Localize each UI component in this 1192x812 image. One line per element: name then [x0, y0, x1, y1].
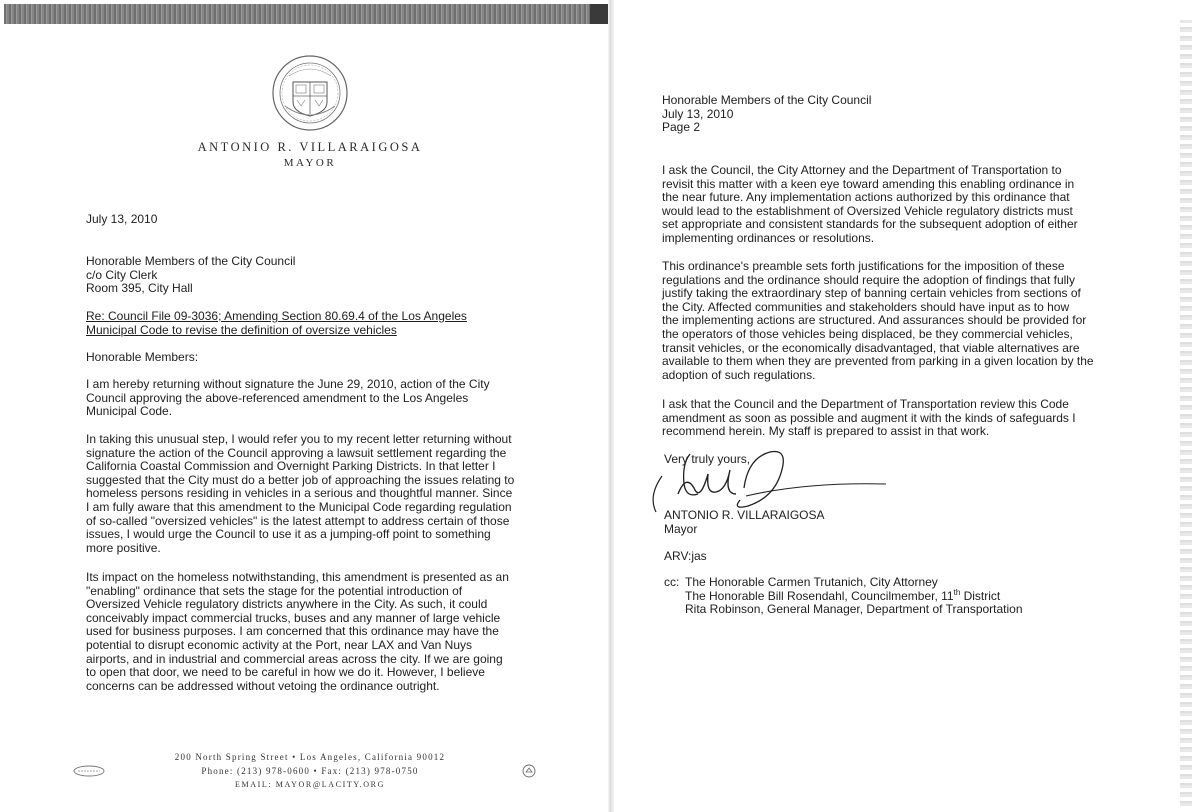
paragraph-line: Its impact on the homeless notwithstanding, this amendment is presented as an	[86, 570, 509, 584]
paragraph-line: adoption of such regulations.	[662, 367, 816, 382]
paragraph-line: I am fully aware that this amendment to the Municipal Code regarding regulation	[86, 499, 512, 514]
initials: ARV:jas	[664, 549, 707, 563]
paragraph-line: California Coastal Commission and Overnight Parking Districts. In that letter I	[86, 459, 496, 474]
paragraph-line: set appropriate and consistent standards for the subsequent adoption of either	[662, 217, 1078, 232]
paragraph-line: used for business purposes. I am concerned that this ordinance may have the	[86, 624, 499, 639]
paragraph-line: of so-called "oversized vehicles" is the latest attempt to address certain of those	[86, 513, 510, 528]
cc-entry-superscript: th	[953, 587, 961, 597]
cc-list	[685, 576, 1023, 617]
paragraph-line: would lead to the establishment of Oversized Vehicle regulatory districts must	[662, 203, 1073, 218]
paragraph-line: Council approving the above-referenced amendment to the Los Angeles	[86, 390, 469, 405]
paragraph-line: potential to disrupt economic activity at the Port, near LAX and Van Nuys	[86, 637, 472, 652]
subject-line-text: Re: Council File 09-3036; Amending Section 80.69.4 of the Los Angeles	[86, 309, 467, 323]
paragraph-line: Oversized Vehicle regulatory districts anywhere in the City. As such, it could	[86, 597, 488, 612]
signer-title: Mayor	[664, 522, 698, 536]
paragraph	[86, 571, 509, 693]
header-line: July 13, 2010	[662, 106, 734, 121]
paragraph-line: transit vehicles, or the economically disadvantaged, that viable alternatives are	[662, 340, 1080, 355]
cc-entry	[685, 587, 1023, 604]
paragraph-line: justify taking the extraordinary step of banning certain vehicles from sections of	[662, 286, 1081, 301]
paragraph	[662, 260, 1094, 382]
cc-entry: The Honorable Carmen Trutanich, City Attorney	[685, 575, 938, 589]
union-label-icon	[72, 764, 106, 778]
paragraph-line: implementing ordinances or resolutions.	[662, 230, 875, 245]
footer-email: EMAIL: MAYOR@LACITY.ORG	[235, 780, 385, 789]
header-line: Honorable Members of the City Council	[662, 93, 872, 107]
paragraph-line: recommend herein. My staff is prepared to assist in that work.	[662, 424, 990, 439]
paragraph-line: the operators of those vehicles being displaced, be they commercial vehicles,	[662, 326, 1073, 341]
paragraph-line: homeless persons residing in vehicles in a serious and thoughtful manner. Since	[86, 486, 513, 501]
letter-date: July 13, 2010	[86, 212, 158, 226]
scan-right-edge	[1180, 20, 1192, 810]
paragraph	[662, 164, 1078, 246]
addressee-block	[86, 255, 295, 296]
paragraph-line: regulations and the ordinance should require the adoption of findings that fully	[662, 272, 1075, 287]
paragraph-line: conceivably impact commercial trucks, buses and any manner of large vehicle	[86, 610, 501, 625]
paragraph-line: "enabling" ordinance that sets the stage for the potential introduction of	[86, 583, 463, 598]
footer-address: 200 North Spring Street • Los Angeles, California 90012	[174, 752, 446, 762]
addressee-line: Room 395, City Hall	[86, 281, 193, 296]
header-line: Page 2	[662, 120, 701, 135]
paragraph	[86, 433, 514, 555]
addressee-line: c/o City Clerk	[86, 267, 158, 282]
scan-edge-bar	[4, 4, 610, 24]
paragraph-line: I ask the Council, the City Attorney and the Department of Transportation to	[662, 163, 1062, 177]
page2-header	[662, 94, 871, 135]
paragraph-line: available to them when they are prevented from parking in a given location by the	[662, 354, 1094, 369]
paragraph-line: suggested that the City must do a better job of approaching the issues relating to	[86, 472, 515, 487]
paragraph-line: I ask that the Council and the Department of Transportation review this Code	[662, 397, 1069, 411]
scan-edge-corner	[590, 4, 610, 24]
paragraph-line: This ordinance's preamble sets forth justifications for the imposition of these	[662, 259, 1065, 273]
paragraph-line: concerns can be addressed without vetoing the ordinance outright.	[86, 678, 440, 693]
signer-name: ANTONIO R. VILLARAIGOSA	[664, 508, 825, 522]
paragraph-line: the implementing actions are structured. And assurances should be provided for	[662, 313, 1087, 328]
cc-entry-text: District	[960, 588, 1001, 603]
city-seal-icon	[271, 54, 349, 132]
paragraph-line: amendment as soon as possible and augment it with the kinds of safeguards I	[662, 410, 1076, 425]
paragraph-line: In taking this unusual step, I would refer you to my recent letter returning without	[86, 432, 512, 446]
paragraph-line: signature the action of the Council approving a lawsuit settlement regarding the	[86, 445, 507, 460]
closing: Very truly yours,	[664, 452, 751, 466]
paragraph-line: Municipal Code.	[86, 404, 173, 419]
paragraph-line: to open that door, we need to be careful in how we do it. However, I believe	[86, 665, 485, 680]
paragraph-line: more positive.	[86, 540, 161, 555]
page-gutter	[608, 0, 614, 812]
paragraph-line: revisit this matter with a keen eye toward amending this enabling ordinance in	[662, 176, 1075, 191]
footer-phone: Phone: (213) 978-0600 • Fax: (213) 978-0750	[201, 766, 419, 776]
subject-line-text: Municipal Code to revise the definition of oversize vehicles	[86, 322, 397, 337]
recycle-icon	[522, 764, 536, 778]
salutation: Honorable Members:	[86, 350, 199, 364]
paragraph-line: the City. Affected communities and stakeholders should have input as to how	[662, 299, 1070, 314]
addressee-line: Honorable Members of the City Council	[86, 254, 296, 268]
paragraph-line: the near future. Any implementation actions authorized by this ordinance that	[662, 190, 1070, 205]
paragraph-line: I am hereby returning without signature the June 29, 2010, action of the City	[86, 377, 490, 391]
subject-line	[86, 310, 467, 337]
cc-label: cc:	[664, 575, 680, 589]
paragraph	[662, 398, 1076, 439]
paragraph-line: issues, I would urge the Council to use it as a jumping-off point to something	[86, 527, 491, 542]
mayor-title-heading: MAYOR	[283, 157, 337, 169]
cc-entry-text: The Honorable Bill Rosendahl, Councilmember, 11	[685, 588, 954, 603]
cc-entry: Rita Robinson, General Manager, Department of Transportation	[685, 602, 1023, 617]
paragraph-line: airports, and in industrial and commercial areas across the city. If we are going	[86, 651, 503, 666]
paragraph	[86, 378, 490, 419]
mayor-name-heading: ANTONIO R. VILLARAIGOSA	[197, 140, 423, 154]
